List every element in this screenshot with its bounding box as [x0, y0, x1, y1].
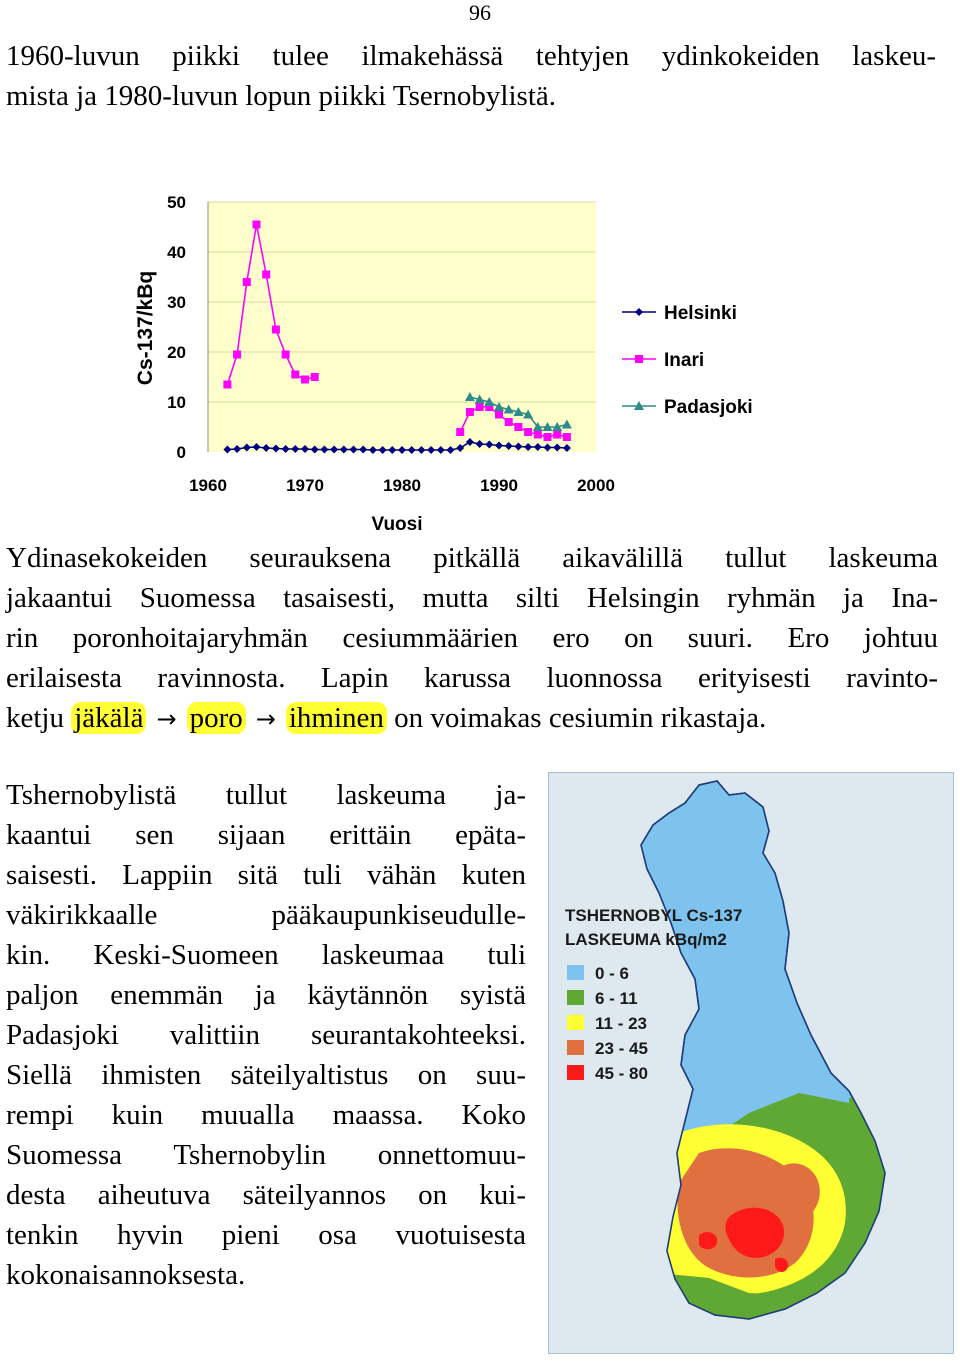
data-point [291, 371, 299, 379]
data-point [505, 418, 513, 426]
data-point [514, 423, 522, 431]
data-point [524, 428, 532, 436]
legend-range-label: 11 - 23 [595, 1014, 647, 1033]
legend-range-label: 45 - 80 [595, 1064, 648, 1083]
text-line: Tshernobylistä tullut laskeuma ja- [6, 779, 526, 811]
text-line: Ydinasekokeiden seurauksena pitkällä aikavälillä tullut laskeuma [6, 542, 938, 574]
x-tick-label: 1980 [383, 476, 421, 495]
fallout-map [548, 772, 954, 1354]
text-line: Suomessa Tshernobylin onnettomuu- [6, 1139, 526, 1171]
data-point [456, 428, 464, 436]
x-tick-label: 1960 [189, 476, 227, 495]
data-point [311, 373, 319, 381]
text-line: desta aiheutuva säteilyannos on kui- [6, 1179, 526, 1211]
text-line: Siellä ihmisten säteilyaltistus on suu- [6, 1059, 526, 1091]
data-point [466, 408, 474, 416]
map-legend-subtitle: LASKEUMA kBq/m2 [565, 930, 727, 949]
data-point [534, 431, 542, 439]
data-point [563, 433, 571, 441]
chain-human: ihminen [286, 702, 387, 734]
data-point [272, 326, 280, 334]
legend-marker [635, 355, 643, 363]
data-point [253, 221, 261, 229]
legend-label: Inari [664, 350, 705, 371]
legend-label: Padasjoki [664, 397, 753, 418]
finland-shape [641, 781, 894, 1333]
legend-swatch [567, 1015, 584, 1030]
chain-suffix: on voimakas cesiumin rikastaja. [394, 702, 767, 734]
data-point [262, 271, 270, 279]
text-line: rempi kuin muualla maassa. Koko [6, 1099, 526, 1131]
map-legend-title: TSHERNOBYL Cs-137 [565, 906, 743, 925]
data-point [553, 431, 561, 439]
chain-prefix: ketju [6, 702, 64, 734]
data-point [282, 351, 290, 359]
chain-reindeer: poro [187, 702, 246, 734]
x-tick-label: 1970 [286, 476, 324, 495]
plot-area [208, 202, 596, 452]
finland-map-image [549, 773, 953, 1353]
text-line: saisesti. Lappiin sitä tuli vähän kuten [6, 859, 526, 891]
y-tick-label: 30 [167, 293, 186, 312]
text-line: väkirikkaalle pääkaupunkiseudulle- [6, 899, 526, 931]
legend-swatch [567, 1065, 584, 1080]
food-chain-line [6, 698, 938, 739]
legend-label: Helsinki [664, 303, 737, 324]
map-legend [567, 964, 648, 1083]
x-tick-label: 2000 [577, 476, 615, 495]
y-tick-label: 10 [167, 393, 186, 412]
text-line: kokonaisannoksesta. [6, 1259, 246, 1291]
legend-swatch [567, 965, 584, 980]
data-point [243, 278, 251, 286]
chain-lichen: jäkälä [71, 702, 146, 734]
data-point [544, 433, 552, 441]
text-line: erilaisesta ravinnosta. Lapin karussa luonnossa erityisesti ravinto- [6, 662, 938, 694]
legend-range-label: 23 - 45 [595, 1039, 648, 1058]
cesium-chart [0, 0, 960, 540]
arrow-right-icon: → [255, 705, 276, 733]
text-line: paljon enemmän ja käytännön syistä [6, 979, 526, 1011]
text-line: jakaantui Suomessa tasaisesti, mutta silti Helsingin ryhmän ja Ina- [6, 582, 938, 614]
legend-marker [635, 308, 643, 316]
text-line: mista ja 1980-luvun lopun piikki Tsernobylistä. [6, 80, 557, 112]
data-point [223, 381, 231, 389]
paragraph-chernobyl [6, 775, 526, 1295]
paragraph-fallout [6, 538, 938, 739]
x-tick-label: 1990 [480, 476, 518, 495]
y-tick-label: 50 [167, 193, 186, 212]
page-number: 96 [469, 0, 491, 25]
data-point [495, 411, 503, 419]
text-line: rin poronhoitajaryhmän cesiummäärien ero on suuri. Ero johtuu [6, 622, 938, 654]
chart-legend [622, 303, 753, 418]
arrow-right-icon: → [156, 705, 177, 733]
text-line: 1960-luvun piikki tulee ilmakehässä tehtyjen ydinkokeiden laskeu- [6, 40, 936, 72]
text-line: kin. Keski-Suomeen laskeumaa tuli [6, 939, 526, 971]
y-axis-label: Cs-137/kBq [134, 270, 157, 386]
data-point [301, 376, 309, 384]
text-line: Padasjoki valittiin seurantakohteeksi. [6, 1019, 526, 1051]
data-point [233, 351, 241, 359]
legend-range-label: 6 - 11 [595, 989, 638, 1008]
legend-range-label: 0 - 6 [595, 964, 630, 983]
text-line: tenkin hyvin pieni osa vuotuisesta [6, 1219, 526, 1251]
y-tick-label: 20 [167, 343, 186, 362]
legend-swatch [567, 1040, 584, 1055]
text-line: kaantui sen sijaan erittäin epäta- [6, 819, 526, 851]
legend-swatch [567, 990, 584, 1005]
y-tick-label: 0 [176, 443, 186, 462]
y-tick-label: 40 [167, 243, 186, 262]
x-axis-label: Vuosi [371, 514, 423, 535]
data-point [476, 403, 484, 411]
